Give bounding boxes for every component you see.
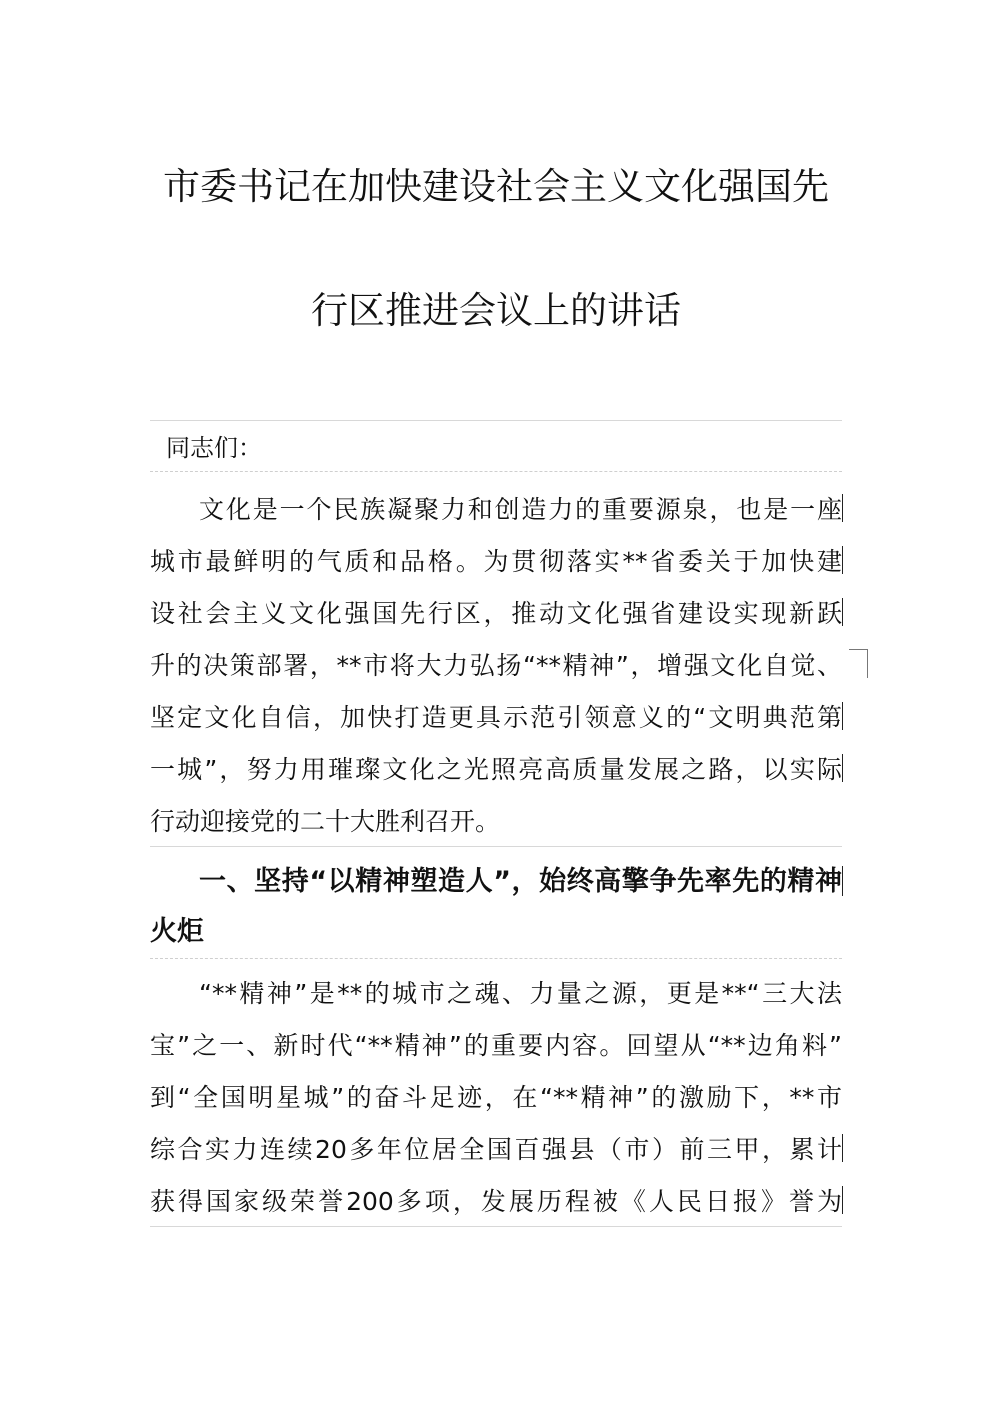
section-line: 到“全国明星城”的奋斗足迹，在“**精神”的激励下，**市 xyxy=(150,1083,842,1112)
divider xyxy=(150,420,842,421)
section-heading-line: 火炬 xyxy=(150,916,204,947)
margin-bar xyxy=(842,546,843,574)
divider xyxy=(150,471,842,472)
intro-line: 坚定文化自信，加快打造更具示范引领意义的“文明典范第 xyxy=(150,703,842,732)
margin-corner-mark xyxy=(849,649,868,678)
intro-line: 一城”，努力用璀璨文化之光照亮高质量发展之路，以实际 xyxy=(150,755,842,784)
section-heading-line: 一、坚持“以精神塑造人”，始终高擎争先率先的精神 xyxy=(199,866,842,897)
intro-line: 文化是一个民族凝聚力和创造力的重要源泉，也是一座 xyxy=(199,495,842,524)
document-title-line-1: 市委书记在加快建设社会主义文化强国先 xyxy=(163,165,829,208)
divider xyxy=(150,958,842,959)
margin-bar xyxy=(842,1186,843,1214)
margin-bar xyxy=(842,754,843,782)
section-line: 获得国家级荣誉200多项，发展历程被《人民日报》誉为 xyxy=(150,1187,842,1216)
intro-line: 行动迎接党的二十大胜利召开。 xyxy=(150,807,501,836)
margin-bar xyxy=(842,598,843,626)
margin-bar xyxy=(842,702,843,730)
greeting: 同志们： xyxy=(166,434,262,462)
margin-bar xyxy=(842,866,843,896)
section-line: 综合实力连续20多年位居全国百强县（市）前三甲，累计 xyxy=(150,1135,842,1164)
intro-line: 升的决策部署，**市将大力弘扬“**精神”，增强文化自觉、 xyxy=(150,651,842,680)
document-title-line-2: 行区推进会议上的讲话 xyxy=(311,289,681,332)
divider xyxy=(150,1226,842,1227)
divider xyxy=(150,846,842,847)
intro-line: 设社会主义文化强国先行区，推动文化强省建设实现新跃 xyxy=(150,599,842,628)
margin-bar xyxy=(842,494,843,522)
section-line: “**精神”是**的城市之魂、力量之源，更是**“三大法 xyxy=(199,979,842,1008)
margin-bar xyxy=(842,1134,843,1162)
intro-line: 城市最鲜明的气质和品格。为贯彻落实**省委关于加快建 xyxy=(150,547,842,576)
section-line: 宝”之一、新时代“**精神”的重要内容。回望从“**边角料” xyxy=(150,1031,842,1060)
